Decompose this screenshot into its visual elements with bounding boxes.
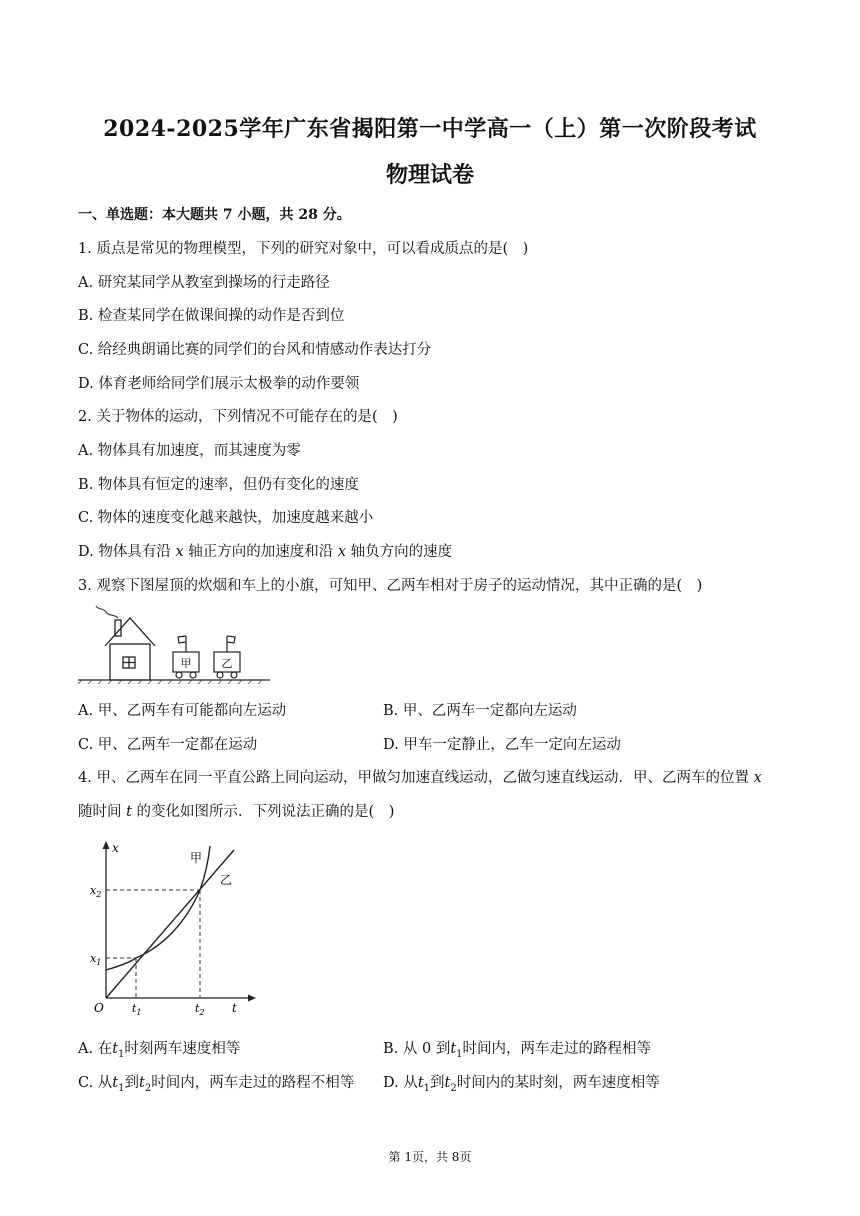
page-footer: 第 1页，共 8页: [388, 1150, 472, 1164]
q3-figure: [78, 602, 278, 684]
x2-label: $x_2$: [90, 884, 102, 899]
exam-title: 2024-2025学年广东省揭阳第一中学高一（上）第一次阶段考试: [103, 116, 757, 142]
q2-option-a: A. 物体具有加速度，而其速度为零: [78, 443, 301, 459]
q1-option-b: B. 检查某同学在做课间操的动作是否到位: [78, 308, 345, 324]
q4-option-c: C. 从$t_1$到$t_2$时间内，两车走过的路程不相等: [78, 1075, 355, 1094]
q1-option-d: D. 体育老师给同学们展示太极拳的动作要领: [78, 376, 360, 392]
origin-label: O: [94, 1001, 104, 1015]
t1-label: $t_1$: [132, 1002, 142, 1016]
q3-option-d: D. 甲车一定静止，乙车一定向左运动: [383, 737, 621, 753]
q1-option-a: A. 研究某同学从教室到操场的行走路径: [78, 275, 330, 291]
q4-stem-line2: 随时间 t 的变化如图所示．下列说法正确的是( ): [78, 804, 395, 820]
q4-option-b: B. 从 0 到$t_1$时间内，两车走过的路程相等: [383, 1041, 652, 1060]
q3-option-c: C. 甲、乙两车一定都在运动: [78, 737, 258, 753]
smoke-icon: [96, 606, 118, 618]
curve-jia-label: 甲: [190, 851, 203, 865]
car-jia-label: 甲: [180, 657, 192, 670]
q1-option-c: C. 给经典朗诵比赛的同学们的台风和情感动作表达打分: [78, 342, 432, 358]
exam-subtitle: 物理试卷: [385, 162, 474, 188]
q3-stem: 3. 观察下图屋顶的炊烟和车上的小旗，可知甲、乙两车相对于房子的运动情况，其中正确的是( ): [78, 578, 703, 594]
q2-option-b: B. 物体具有恒定的速率，但仍有变化的速度: [78, 477, 359, 493]
q4-option-d: D. 从$t_1$到$t_2$时间内的某时刻，两车速度相等: [383, 1075, 660, 1094]
q2-option-d: D. 物体具有沿 x 轴正方向的加速度和沿 x 轴负方向的速度: [78, 544, 453, 560]
y-axis-label: x: [112, 841, 119, 855]
line-yi-label: 乙: [220, 873, 233, 887]
q2-stem: 2. 关于物体的运动，下列情况不可能存在的是( ): [78, 409, 398, 425]
car-yi-label: 乙: [221, 657, 233, 670]
q3-option-a: A. 甲、乙两车有可能都向左运动: [78, 703, 287, 719]
line-yi: [106, 850, 234, 998]
q1-stem: 1. 质点是常见的物理模型，下列的研究对象中，可以看成质点的是( ): [78, 241, 529, 257]
q3-option-b: B. 甲、乙两车一定都向左运动: [383, 703, 577, 719]
x-axis-label: t: [232, 1001, 237, 1015]
q4-xt-graph: [86, 836, 266, 1016]
house-icon: [105, 618, 155, 680]
t2-label: $t_2$: [195, 1002, 205, 1016]
q4-option-a: A. 在$t_1$时刻两车速度相等: [78, 1041, 241, 1060]
section-heading: 一、单选题：本大题共 7 小题，共 28 分。: [78, 207, 351, 223]
x1-label: $x_1$: [90, 952, 102, 967]
q2-option-c: C. 物体的速度变化越来越快，加速度越来越小: [78, 510, 374, 526]
q4-stem-line1: 4. 甲、乙两车在同一平直公路上同向运动，甲做匀加速直线运动，乙做匀速直线运动．甲、乙两车的位置 x: [78, 770, 762, 786]
